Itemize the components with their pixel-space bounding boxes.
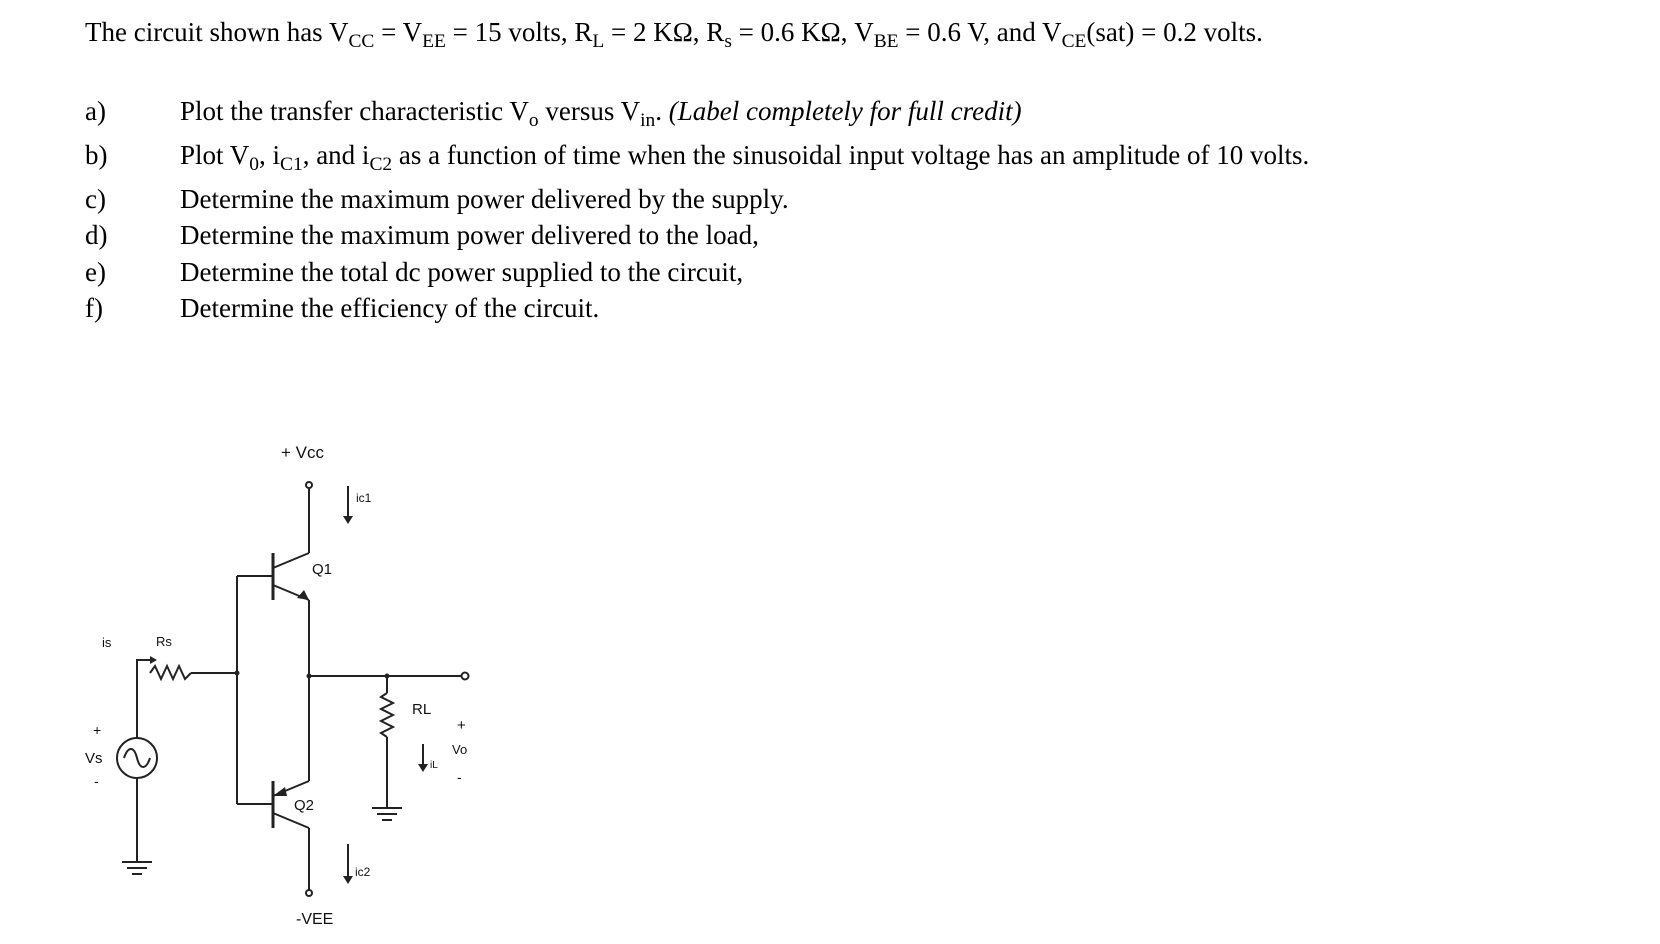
- question-a-label: a): [85, 96, 106, 126]
- question-b-text-3: , and i: [302, 140, 370, 170]
- vcc-label: + Vcc: [281, 443, 324, 462]
- rl-label: RL: [412, 701, 432, 718]
- intro-text-7: (sat) = 0.2 volts.: [1086, 17, 1263, 47]
- base-node-dot: [235, 671, 240, 676]
- intro-text-1: The circuit shown has V: [85, 17, 349, 47]
- intro-sub-ce: CE: [1061, 31, 1087, 53]
- q2-emitter-arrow: [273, 787, 287, 796]
- vs-minus-label: -: [94, 773, 99, 789]
- q1-collector-leg: [273, 553, 309, 568]
- question-b-label: b): [85, 140, 108, 170]
- rs-label: Rs: [156, 634, 172, 649]
- intro-sub-ee: EE: [422, 31, 446, 53]
- vee-label: -VEE: [296, 911, 334, 928]
- question-c-label: c): [85, 184, 106, 214]
- vo-label: Vo: [452, 742, 468, 757]
- question-a-text-1: Plot the transfer characteristic V: [180, 96, 529, 126]
- vs-label: Vs: [85, 750, 103, 767]
- ic1-label: ic1: [356, 491, 372, 505]
- vo-minus-label: -: [457, 769, 462, 785]
- ic2-arrowhead: [343, 876, 353, 884]
- vo-terminal: [462, 673, 469, 680]
- question-b-sub-0: 0: [249, 154, 259, 176]
- ic2-label: ic2: [355, 865, 371, 879]
- il-label: iL: [430, 760, 438, 771]
- vo-plus-label: +: [457, 717, 466, 734]
- intro-sub-l: L: [592, 31, 605, 53]
- question-a-sub-in: in: [640, 110, 656, 132]
- intro-sub-s: s: [724, 31, 732, 53]
- question-e-text: Determine the total dc power supplied to the circuit,: [180, 257, 744, 287]
- question-b-sub-c1: C1: [280, 154, 303, 176]
- question-f-text: Determine the efficiency of the circuit.: [180, 293, 600, 323]
- intro-sub-cc: CC: [348, 31, 375, 53]
- is-arrowhead: [150, 656, 157, 664]
- vs-plus-label: +: [93, 722, 102, 738]
- question-b-text-1: Plot V: [180, 140, 250, 170]
- question-c-text: Determine the maximum power delivered by the supply.: [180, 184, 789, 214]
- question-b-sub-c2: C2: [369, 154, 393, 176]
- question-a-text-2: versus V: [538, 96, 641, 126]
- question-d-label: d): [85, 220, 108, 250]
- ic1-arrowhead: [343, 516, 353, 524]
- question-a-italic-note: (Label completely for full credit): [668, 96, 1022, 126]
- il-arrowhead: [418, 764, 428, 772]
- q1-label: Q1: [312, 561, 333, 578]
- intro-text-2: = V: [374, 17, 423, 47]
- vcc-terminal: [306, 482, 312, 488]
- intro-text-4: = 2 KΩ, R: [604, 17, 725, 47]
- circuit-labels: [85, 443, 467, 928]
- q2-collector-leg: [273, 813, 309, 828]
- rl-node-dot: [385, 674, 390, 679]
- sine-wave: [124, 749, 150, 767]
- rs-resistor: [150, 666, 191, 679]
- output-node-dot: [307, 674, 312, 679]
- question-b-text-2: , i: [259, 140, 281, 170]
- intro-sub-be: BE: [873, 31, 899, 53]
- rl-resistor: [381, 693, 393, 737]
- question-a-sub-o: o: [528, 110, 539, 132]
- question-a-text-3: .: [655, 96, 669, 126]
- question-d-text: Determine the maximum power delivered to the load,: [180, 220, 759, 250]
- intro-text-6: = 0.6 V, and V: [898, 17, 1062, 47]
- is-label: is: [102, 635, 112, 650]
- question-b-text-4: as a function of time when the sinusoidal input voltage has an amplitude of 10 volts.: [392, 140, 1310, 170]
- q2-label: Q2: [294, 797, 315, 814]
- question-f-label: f): [85, 293, 103, 323]
- circuit-wiring: [117, 482, 469, 896]
- intro-text-3: = 15 volts, R: [445, 17, 593, 47]
- is-arrow-wire: [137, 660, 150, 666]
- intro-text-5: = 0.6 KΩ, V: [731, 17, 874, 47]
- question-e-label: e): [85, 257, 106, 287]
- vee-terminal: [306, 890, 312, 896]
